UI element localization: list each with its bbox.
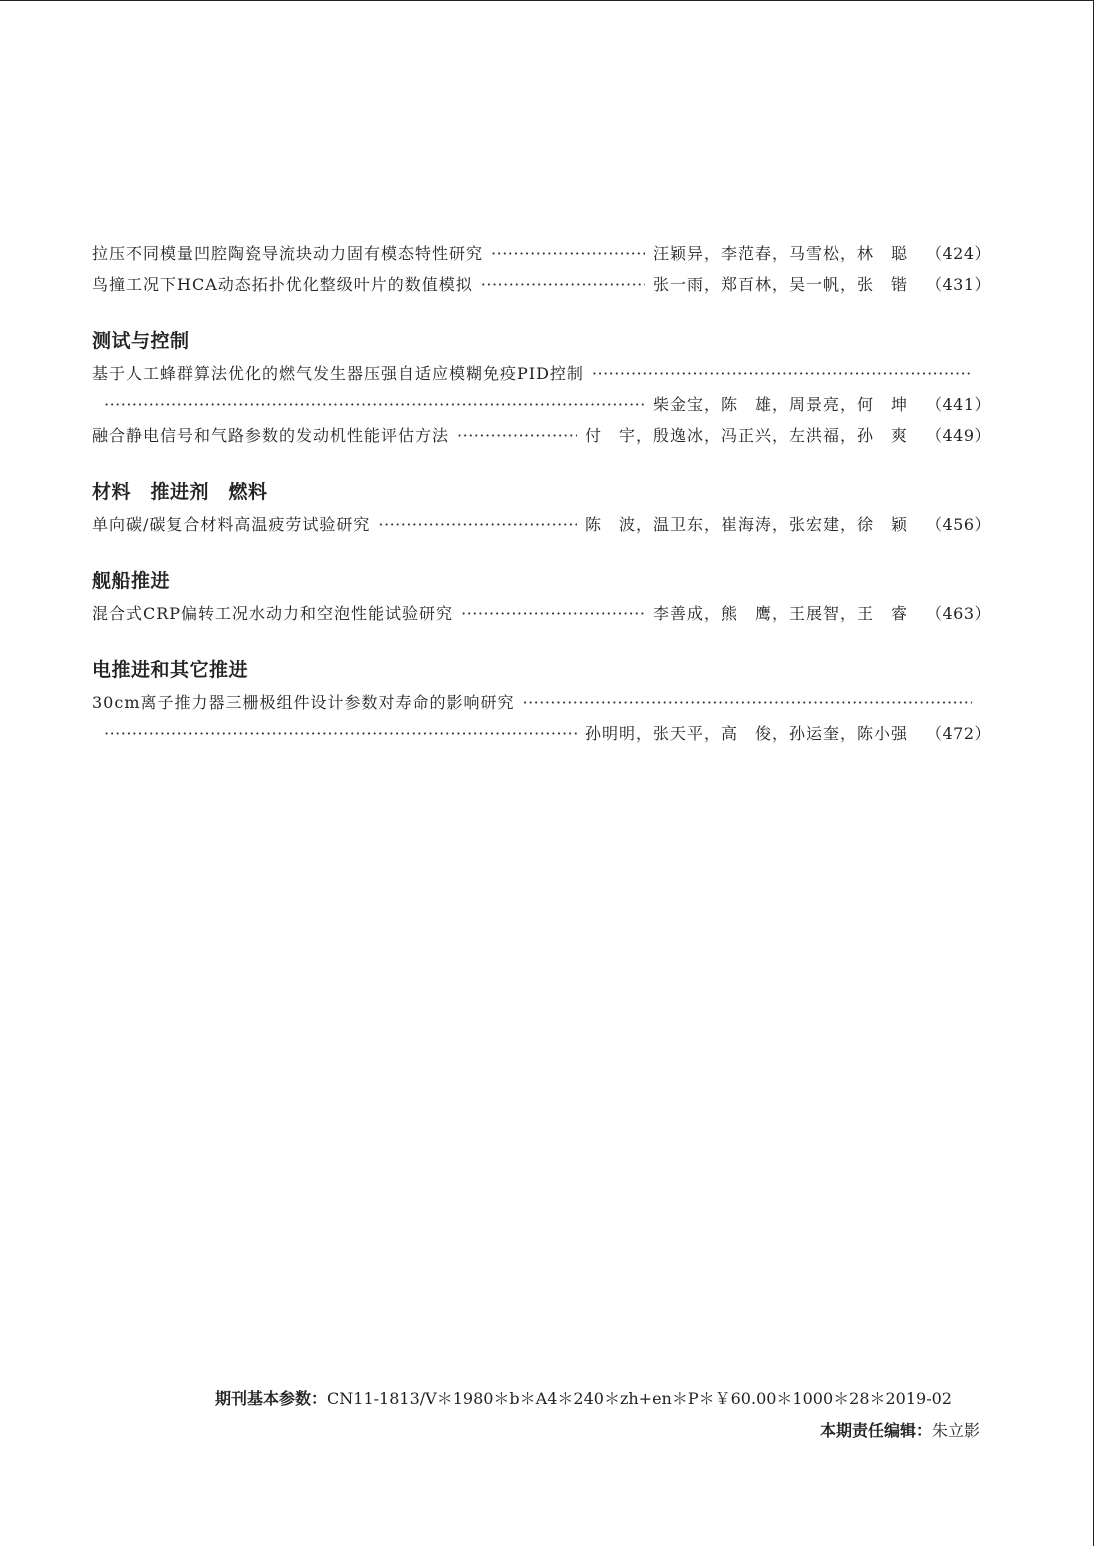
params-value: CN11-1813/V＊1980＊b＊A4＊240＊zh+en＊P＊￥60.00＊1000＊28＊2019-02 bbox=[327, 1389, 952, 1408]
section-heading-ship-propulsion: 舰船推进 bbox=[92, 570, 171, 592]
toc-entry[interactable] bbox=[92, 420, 992, 451]
entry-page: （441） bbox=[926, 395, 992, 414]
entry-authors: 汪颖异，李范春，马雪松，林 聪 bbox=[652, 244, 908, 263]
table-of-contents bbox=[92, 238, 992, 749]
entry-page: （449） bbox=[926, 426, 992, 445]
toc-entry[interactable] bbox=[92, 687, 980, 718]
editor-label: 本期责任编辑： bbox=[819, 1421, 932, 1440]
entry-authors: 孙明明，张天平，高 俊，孙运奎，陈小强 bbox=[584, 724, 908, 743]
journal-parameters bbox=[215, 1386, 952, 1409]
leader-dots bbox=[523, 687, 973, 718]
entry-title: 基于人工蜂群算法优化的燃气发生器压强自适应模糊免疫PID控制 bbox=[92, 364, 584, 383]
entry-title: 鸟撞工况下HCA动态拓扑优化整级叶片的数值模拟 bbox=[92, 275, 473, 294]
leader-dots bbox=[461, 598, 645, 629]
leader-dots bbox=[378, 509, 577, 540]
entry-page: （424） bbox=[926, 244, 992, 263]
entry-title: 拉压不同模量凹腔陶瓷导流块动力固有模态特性研究 bbox=[92, 244, 484, 263]
leader-dots bbox=[104, 718, 577, 749]
entry-authors: 陈 波，温卫东，崔海涛，张宏建，徐 颖 bbox=[584, 515, 908, 534]
toc-entry[interactable] bbox=[92, 269, 992, 300]
entry-page: （456） bbox=[926, 515, 992, 534]
toc-entry[interactable] bbox=[92, 238, 992, 269]
leader-dots bbox=[104, 389, 645, 420]
leader-dots bbox=[491, 238, 645, 269]
entry-page: （431） bbox=[926, 275, 992, 294]
toc-entry[interactable] bbox=[92, 598, 992, 629]
leader-dots bbox=[457, 420, 577, 451]
entry-page: （472） bbox=[926, 724, 992, 743]
issue-editor bbox=[92, 1418, 980, 1441]
entry-title: 混合式CRP偏转工况水动力和空泡性能试验研究 bbox=[92, 604, 454, 623]
entry-authors: 李善成，熊 鹰，王展智，王 睿 bbox=[652, 604, 908, 623]
section-heading-electric-propulsion: 电推进和其它推进 bbox=[92, 659, 249, 681]
toc-entry[interactable] bbox=[92, 358, 980, 389]
entry-title: 融合静电信号和气路参数的发动机性能评估方法 bbox=[92, 426, 450, 445]
leader-dots bbox=[481, 269, 645, 300]
toc-entry-continuation[interactable] bbox=[92, 718, 992, 749]
editor-value: 朱立影 bbox=[931, 1421, 980, 1440]
section-heading-test-control: 测试与控制 bbox=[92, 330, 190, 352]
section-heading-materials: 材料 推进剂 燃料 bbox=[92, 481, 268, 503]
params-label: 期刊基本参数： bbox=[215, 1389, 328, 1408]
entry-page: （463） bbox=[926, 604, 992, 623]
page-top-border bbox=[0, 0, 1094, 1]
toc-entry[interactable] bbox=[92, 509, 992, 540]
entry-authors: 柴金宝，陈 雄，周景亮，何 坤 bbox=[652, 395, 908, 414]
entry-authors: 张一雨，郑百林，吴一帆，张 锴 bbox=[652, 275, 908, 294]
entry-title: 30cm离子推力器三栅极组件设计参数对寿命的影响研究 bbox=[92, 693, 515, 712]
toc-entry-continuation[interactable] bbox=[92, 389, 992, 420]
leader-dots bbox=[592, 358, 972, 389]
entry-authors: 付 宇，殷逸冰，冯正兴，左洪福，孙 爽 bbox=[584, 426, 908, 445]
entry-title: 单向碳/碳复合材料高温疲劳试验研究 bbox=[92, 515, 371, 534]
page-right-border bbox=[1093, 0, 1094, 1546]
